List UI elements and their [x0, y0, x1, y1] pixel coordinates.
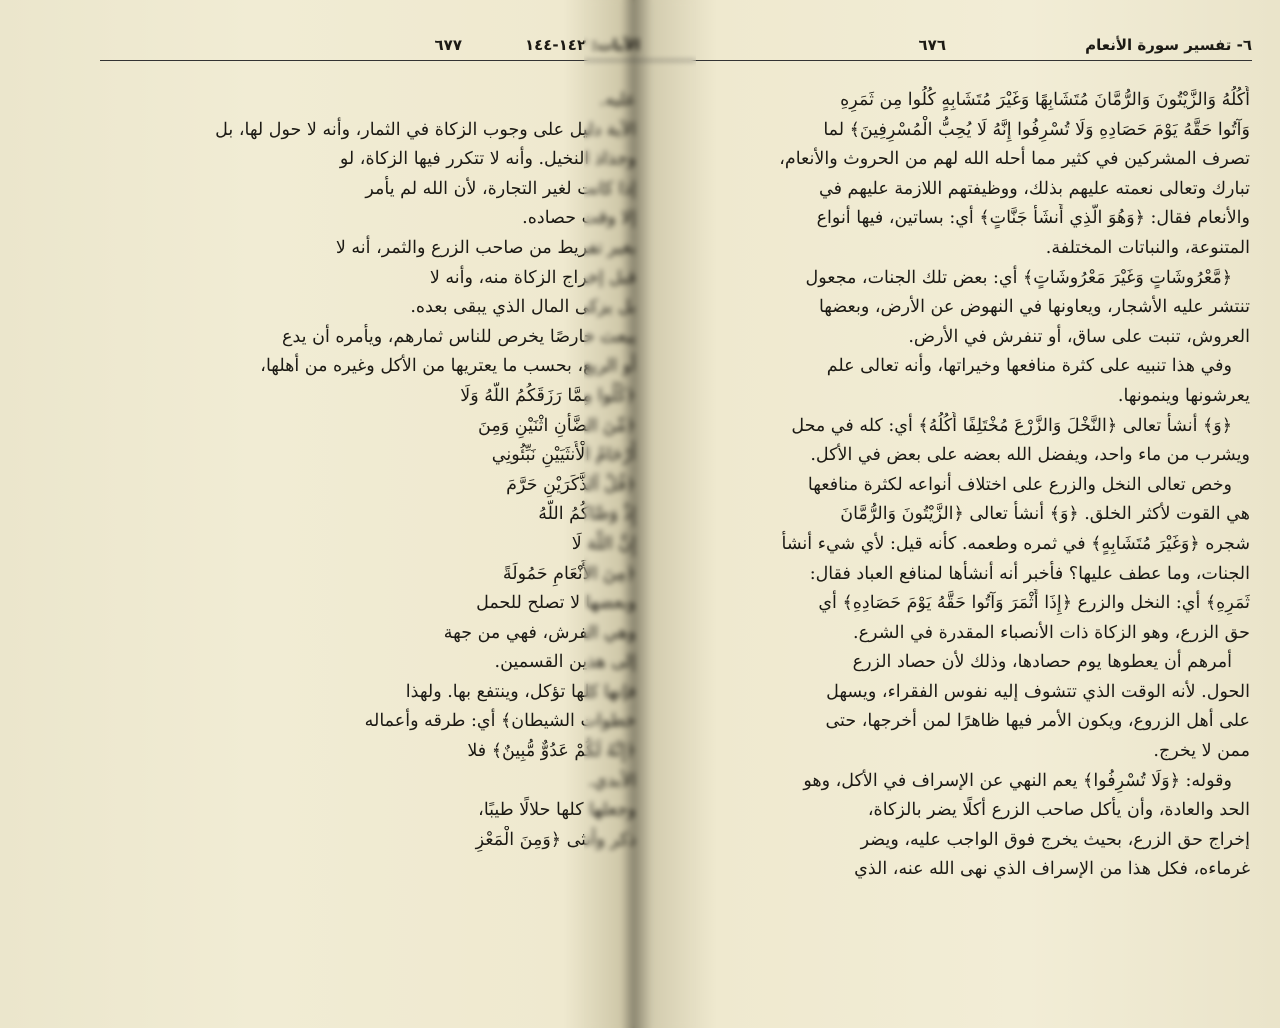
text-line: تنتشر عليه الأشجار، ويعاونها في النهوض عن الأرض، وبعضها	[818, 297, 1250, 318]
text-line: المتنوعة، والنباتات المختلفة.	[1045, 237, 1250, 258]
text-line: ﴿مِّنَ الضَّأْنِ اثْنَيْنِ وَمِنَ	[478, 415, 636, 436]
text-line: ممن لا يخرج.	[1153, 741, 1250, 762]
text-line: الحول. لأنه الوقت الذي تتشوف إليه نفوس الفقراء، ويسهل	[826, 681, 1250, 702]
text-line: بل يزكى المال الذي يبقى بعده.	[410, 297, 636, 318]
text-line: ﴿وَ﴾ أنشأ تعالى ﴿النَّخْلَ وَالزَّرْعَ مُخْتَلِفًا أُكُلُهُ﴾ أي: كله في محل	[791, 415, 1232, 436]
text-line: ﴿مِنَ الأَنْعَامِ حَمُولَةً	[502, 563, 636, 584]
text-line: إلا وقت حصاده.	[522, 208, 636, 229]
text-line: فإنها كلها تؤكل، وينتفع بها. ولهذا	[405, 681, 636, 702]
text-line: ﴿إِنَّهُ لَكُمْ عَدُوٌّ مُّبِينٌ﴾ فلا	[467, 741, 636, 762]
text-line: إِذْ وَصَّاكُمُ اللَّهُ	[538, 504, 636, 525]
left-page-header	[100, 34, 640, 61]
text-line: إِنَّ اللَّهَ لَا	[571, 533, 636, 554]
text-line: تصرف المشركين في كثير مما أحله الله لهم من الحروث والأنعام،	[779, 149, 1250, 170]
text-line: إخراج حق الزرع، بحيث يخرج فوق الواجب عليه، ويضر	[860, 829, 1250, 850]
text-line: الحد والعادة، وأن يأكل صاحب الزرع أكلًا يضر بالزكاة،	[867, 800, 1250, 821]
right-page-body	[644, 86, 1250, 885]
text-line: وجذاذ النخيل. وأنه لا تتكرر فيها الزكاة، لو	[339, 149, 636, 170]
text-line: بغير تفريط من صاحب الزرع والثمر، أنه لا	[335, 237, 636, 258]
text-line: يعرشونها وينمونها.	[1117, 385, 1250, 406]
text-line: ﴿مَّعْرُوشَاتٍ وَغَيْرَ مَعْرُوشَاتٍ﴾ أي: بعض تلك الجنات، مجعول	[805, 267, 1232, 288]
text-line: وفي هذا تنبيه على كثرة منافعها وخيراتها، وأنه تعالى علم	[826, 356, 1232, 377]
text-line: ﴿قُلْ آلذَّكَرَيْنِ حَرَّمَ	[506, 474, 636, 495]
text-line: وخص تعالى النخل والزرع على اختلاف أنواعه لكثرة منافعها	[807, 474, 1232, 495]
text-line: قبل إخراج الزكاة منه، وأنه لا	[429, 267, 636, 288]
text-line: الأبدي.	[587, 770, 636, 791]
text-line: وجعلها كلها حلالًا طيبًا،	[478, 800, 636, 821]
text-line: إلى هذين القسمين.	[494, 652, 636, 673]
right-page-number: ٦٧٦	[918, 36, 946, 54]
left-page-verses: الآيات: ١٤٢-١٤٤	[524, 36, 640, 54]
text-line: وقوله: ﴿وَلَا تُسْرِفُوا﴾ يعم النهي عن الإسراف في الأكل، وهو	[803, 770, 1232, 791]
text-line: خطوات الشيطان﴾ أي: طرقه وأعماله	[364, 711, 636, 732]
text-line: ثَمَرِهِ﴾ أي: النخل والزرع ﴿إِذَا أَثْمَرَ وَآتُوا حَقَّهُ يَوْمَ حَصَادِهِ﴾ أي	[818, 593, 1250, 614]
text-line: إذا كانت لغير التجارة، لأن الله لم يأمر	[365, 178, 636, 199]
text-line: أمرهم أن يعطوها يوم حصادها، وذلك لأن حصاد الزرع	[852, 652, 1232, 673]
text-line: على أهل الزروع، ويكون الأمر فيها ظاهرًا لمن أخرجها، حتى	[825, 711, 1250, 732]
text-line: ويشرب من ماء واحد، ويفضل الله بعضه على بعض في الأكل.	[810, 445, 1250, 466]
text-line: تبارك وتعالى نعمته عليهم بذلك، ووظيفتهم اللازمة عليهم في	[819, 178, 1250, 199]
text-line: أو الربع، بحسب ما يعتريها من الأكل وغيره من أهلها،	[260, 356, 636, 377]
text-line: يبعث خارصًا يخرص للناس ثمارهم، ويأمره أن يدع	[282, 326, 636, 347]
text-line: أُكُلُهُ وَالزَّيْتُونَ وَالرُّمَّانَ مُتَشَابِهًا وَغَيْرَ مُتَشَابِهٍ كُلُوا مِن ثَمَرِهِ	[840, 90, 1250, 110]
right-page	[640, 0, 1280, 1028]
text-line: الآية دليل على وجوب الزكاة في الثمار، وأنه لا حول لها، بل	[215, 119, 636, 140]
text-line: وهي الفرش، فهي من جهة	[443, 622, 636, 643]
left-page-number: ٦٧٧	[434, 36, 462, 54]
text-line: حق الزرع، وهو الزكاة ذات الأنصباء المقدرة في الشرع.	[853, 622, 1250, 643]
text-line: والأنعام فقال: ﴿وَهُوَ الَّذِي أَنشَأَ جَنَّاتٍ﴾ أي: بساتين، فيها أنواع	[816, 208, 1250, 229]
text-line: هي القوت لأكثر الخلق. ﴿وَ﴾ أنشأ تعالى ﴿الزَّيْتُونَ وَالرُّمَّانَ	[840, 504, 1250, 525]
text-line: شجره ﴿وَغَيْرَ مُتَشَابِهٍ﴾ في ثمره وطعمه. كأنه قيل: لأي شيء أنشأ	[781, 533, 1250, 554]
text-line: أَرْحَامُ الْأُنثَيَيْنِ نَبِّئُونِي	[491, 445, 636, 466]
text-line: الجنات، وما عطف عليها؟ فأخبر أنه أنشأها لمنافع العباد فقال:	[809, 563, 1250, 584]
text-line: عليه.	[599, 90, 636, 110]
right-page-header	[640, 34, 1252, 61]
text-line: العروش، تنبت على ساق، أو تنفرش في الأرض.	[908, 326, 1250, 347]
left-page-body	[100, 86, 636, 855]
chapter-title: ٦- تفسير سورة الأنعام	[1085, 36, 1252, 54]
text-line: غرماءه، فكل هذا من الإسراف الذي نهى الله عنه، الذي	[854, 859, 1250, 880]
text-line: وَآتُوا حَقَّهُ يَوْمَ حَصَادِهِ وَلَا تُسْرِفُوا إِنَّهُ لَا يُحِبُّ الْمُسْرِفِينَ﴾ لما	[823, 119, 1250, 140]
text-line: ﴿كُلُوا مِمَّا رَزَقَكُمُ اللَّهُ وَلَا	[460, 385, 636, 406]
text-line: وبعضها لا تصلح للحمل	[476, 593, 636, 614]
text-line: ذكر وأنثى ﴿وَمِنَ الْمَعْزِ	[475, 829, 636, 850]
